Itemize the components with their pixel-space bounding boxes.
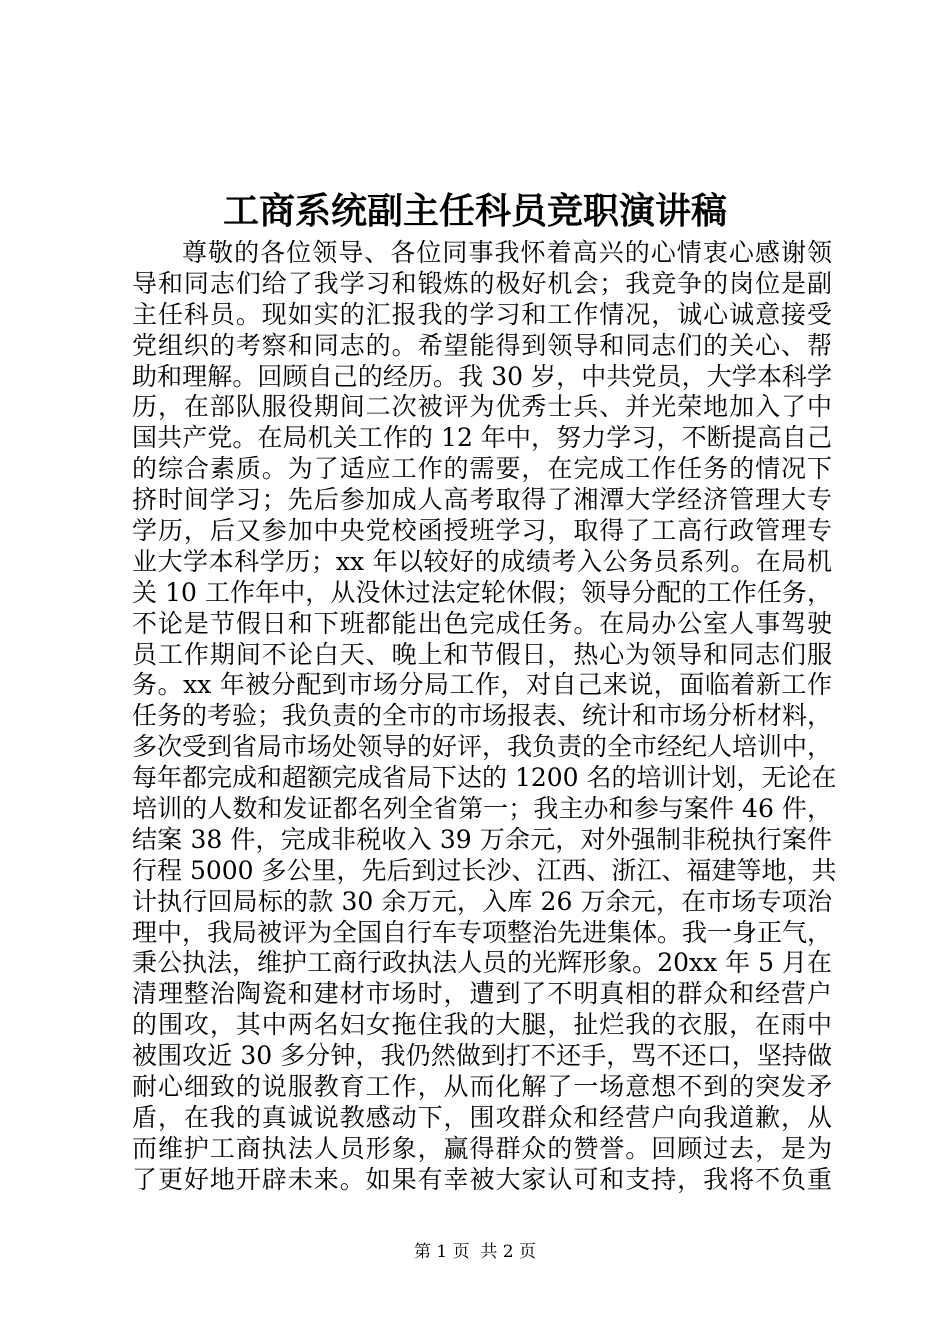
- body-line: 理中，我局被评为全国自行车专项整治先进集体。我一身正气，: [132, 917, 833, 947]
- body-line: 务。xx 年被分配到市场分局工作，对自己来说，面临着新工作: [132, 670, 832, 700]
- body-line: 尊敬的各位领导、各位同事我怀着高兴的心情衷心感谢领: [182, 238, 832, 267]
- body-line: 任务的考验；我负责的全市的市场报表、统计和市场分析材料，: [132, 701, 833, 731]
- body-line: 盾，在我的真诚说教感动下，围攻群众和经营户向我道歉，从: [132, 1102, 832, 1132]
- body-line: 主任科员。现如实的汇报我的学习和工作情况，诚心诚意接受: [132, 299, 832, 329]
- body-line: 每年都完成和超额完成省局下达的 1200 名的培训计划，无论在: [132, 763, 837, 793]
- body-line: 导和同志们给了我学习和锻炼的极好机会；我竞争的岗位是副: [132, 268, 832, 298]
- body-line: 秉公执法，维护工商行政执法人员的光辉形象。20xx 年 5 月在: [132, 948, 832, 978]
- body-line: 结案 38 件，完成非税收入 39 万余元，对外强制非税执行案件: [132, 824, 832, 854]
- body-line: 的围攻，其中两名妇女拖住我的大腿，扯烂我的衣服，在雨中: [132, 1010, 832, 1040]
- body-line: 业大学本科学历；xx 年以较好的成绩考入公务员系列。在局机: [132, 546, 832, 576]
- document-body: [132, 238, 837, 1196]
- body-line: 关 10 工作年中，从没休过法定轮休假；领导分配的工作任务，: [132, 577, 832, 607]
- body-line: 国共产党。在局机关工作的 12 年中，努力学习，不断提高自己: [132, 423, 832, 453]
- body-line: 培训的人数和发证都名列全省第一；我主办和参与案件 46 件，: [132, 794, 832, 824]
- body-line: 党组织的考察和同志的。希望能得到领导和同志们的关心、帮: [132, 330, 832, 360]
- body-line: 员工作期间不论白天、晚上和节假日，热心为领导和同志们服: [132, 639, 832, 669]
- body-line: 被围攻近 30 多分钟，我仍然做到打不还手，骂不还口，坚持做: [132, 1041, 832, 1071]
- body-line: 助和理解。回顾自己的经历。我 30 岁，中共党员，大学本科学: [132, 361, 832, 391]
- body-line: 多次受到省局市场处领导的好评，我负责的全市经纪人培训中，: [132, 732, 833, 762]
- body-line: 不论是节假日和下班都能出色完成任务。在局办公室人事驾驶: [132, 608, 832, 638]
- body-line: 历，在部队服役期间二次被评为优秀士兵、并光荣地加入了中: [132, 392, 832, 422]
- body-line: 挤时间学习；先后参加成人高考取得了湘潭大学经济管理大专: [132, 485, 832, 515]
- body-line: 清理整治陶瓷和建材市场时，遭到了不明真相的群众和经营户: [132, 979, 832, 1009]
- body-line: 行程 5000 多公里，先后到过长沙、江西、浙江、福建等地，共: [132, 855, 837, 885]
- body-line: 了更好地开辟未来。如果有幸被大家认可和支持，我将不负重: [132, 1164, 832, 1194]
- page-number-footer: 第 1 页 共 2 页: [413, 1242, 537, 1262]
- body-line: 而维护工商执法人员形象，赢得群众的赞誉。回顾过去，是为: [132, 1133, 832, 1163]
- body-line: 的综合素质。为了适应工作的需要，在完成工作任务的情况下: [132, 454, 832, 484]
- document-title: 工商系统副主任科员竞职演讲稿: [222, 190, 727, 232]
- body-line: 学历，后又参加中央党校函授班学习，取得了工高行政管理专: [132, 516, 832, 546]
- body-line: 耐心细致的说服教育工作，从而化解了一场意想不到的突发矛: [132, 1072, 832, 1102]
- body-line: 计执行回局标的款 30 余万元，入库 26 万余元，在市场专项治: [132, 886, 832, 916]
